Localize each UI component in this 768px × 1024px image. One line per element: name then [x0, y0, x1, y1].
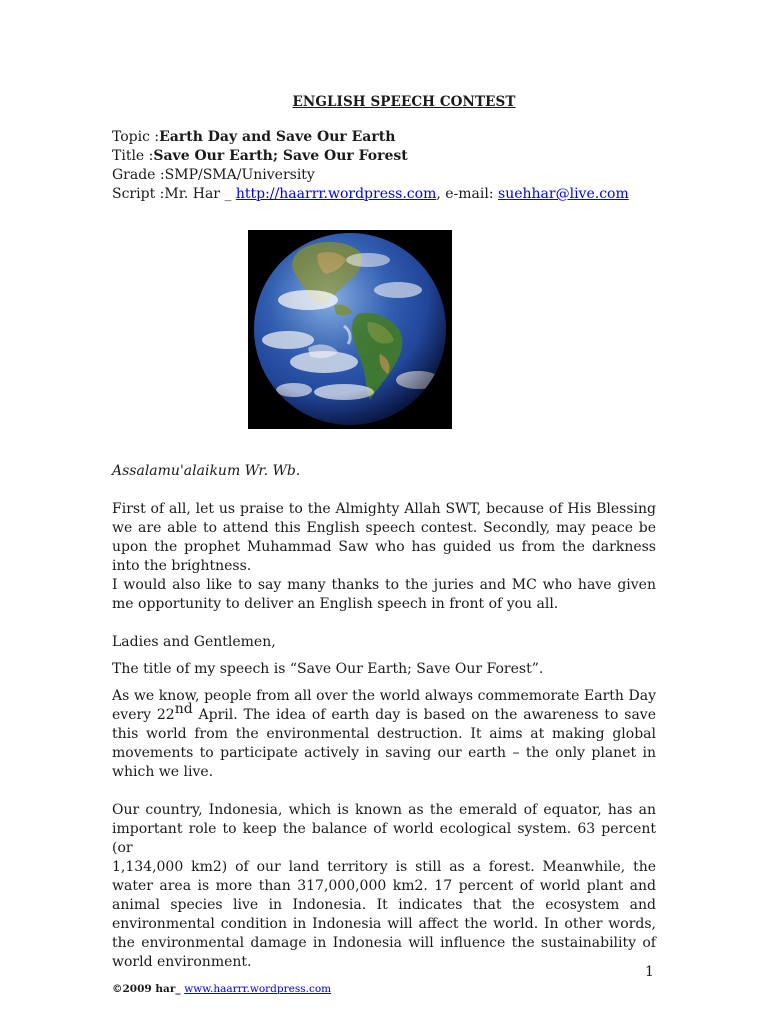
- blog-link[interactable]: http://haarrr.wordpress.com: [235, 186, 437, 202]
- paragraph-title: The title of my speech is “Save Our Earth; Save Our Forest”.: [112, 661, 544, 677]
- earth-globe-image: [248, 230, 452, 429]
- email-link[interactable]: suehhar@live.com: [498, 186, 629, 202]
- paragraph-opening: First of all, let us praise to the Almighty Allah SWT, because of His Blessing we are able to attend this English speech contest. Secondly, may peace be upon the prophet Muhammad Saw who has guided us from the darkness into the brightness.: [112, 501, 656, 574]
- meta-grade-label: Grade :: [112, 167, 165, 183]
- speech-body: [112, 462, 656, 972]
- page-footer: [112, 983, 331, 995]
- paragraph-indonesia-b: 1,134,000 km2) of our land territory is still as a forest. Meanwhile, the water area is more than 317,000,000 km2. 17 percent of world plant and animal species live in Indonesia. It indicates that the ecosystem and environmental condition in Indonesia will affect the world. In other words, the environmental damage in Indonesia will influence the sustainability of world environment.: [112, 859, 656, 970]
- paragraph-greeting: Ladies and Gentlemen,: [112, 634, 276, 650]
- paragraph-thanks: I would also like to say many thanks to the juries and MC who have given me opportunity to deliver an English speech in front of you all.: [112, 577, 656, 612]
- meta-title-value: Save Our Earth; Save Our Forest: [153, 148, 408, 164]
- salutation: Assalamu'alaikum Wr. Wb.: [112, 463, 301, 479]
- meta-script-author: Mr. Har _: [164, 186, 236, 202]
- page-number: 1: [645, 964, 654, 980]
- earth-day-text-a: As we know, people from all over the world always commemorate Earth Day every 22: [112, 688, 656, 723]
- document-meta: [112, 128, 629, 204]
- meta-email-label: , e-mail:: [436, 186, 499, 202]
- earth-day-text-b: April. The idea of earth day is based on the awareness to save this world from the environmental destruction. It aims at making global movements to participate actively in saving our earth – the only planet in which we live.: [112, 707, 656, 780]
- document-title: ENGLISH SPEECH CONTEST: [292, 94, 516, 110]
- meta-script-row: [112, 185, 629, 204]
- meta-title-row: [112, 147, 629, 166]
- paragraph-indonesia-a: Our country, Indonesia, which is known as the emerald of equator, has an important role to keep the balance of world ecological system. 63 percent (or: [112, 802, 656, 856]
- earth-day-superscript: nd: [174, 701, 193, 717]
- meta-topic-label: Topic :: [112, 129, 160, 145]
- footer-copyright: ©2009 har_: [112, 983, 185, 995]
- footer-link[interactable]: www.haarrr.wordpress.com: [184, 983, 332, 995]
- document-page: [112, 0, 656, 1024]
- meta-grade-value: SMP/SMA/University: [164, 167, 315, 183]
- meta-topic-row: [112, 128, 629, 147]
- paragraph-earth-day: [112, 687, 656, 782]
- earth-globe-icon: [248, 230, 452, 429]
- meta-topic-value: Earth Day and Save Our Earth: [159, 129, 396, 145]
- meta-grade-row: [112, 166, 629, 185]
- meta-title-label: Title :: [112, 148, 154, 164]
- meta-script-label: Script :: [112, 186, 165, 202]
